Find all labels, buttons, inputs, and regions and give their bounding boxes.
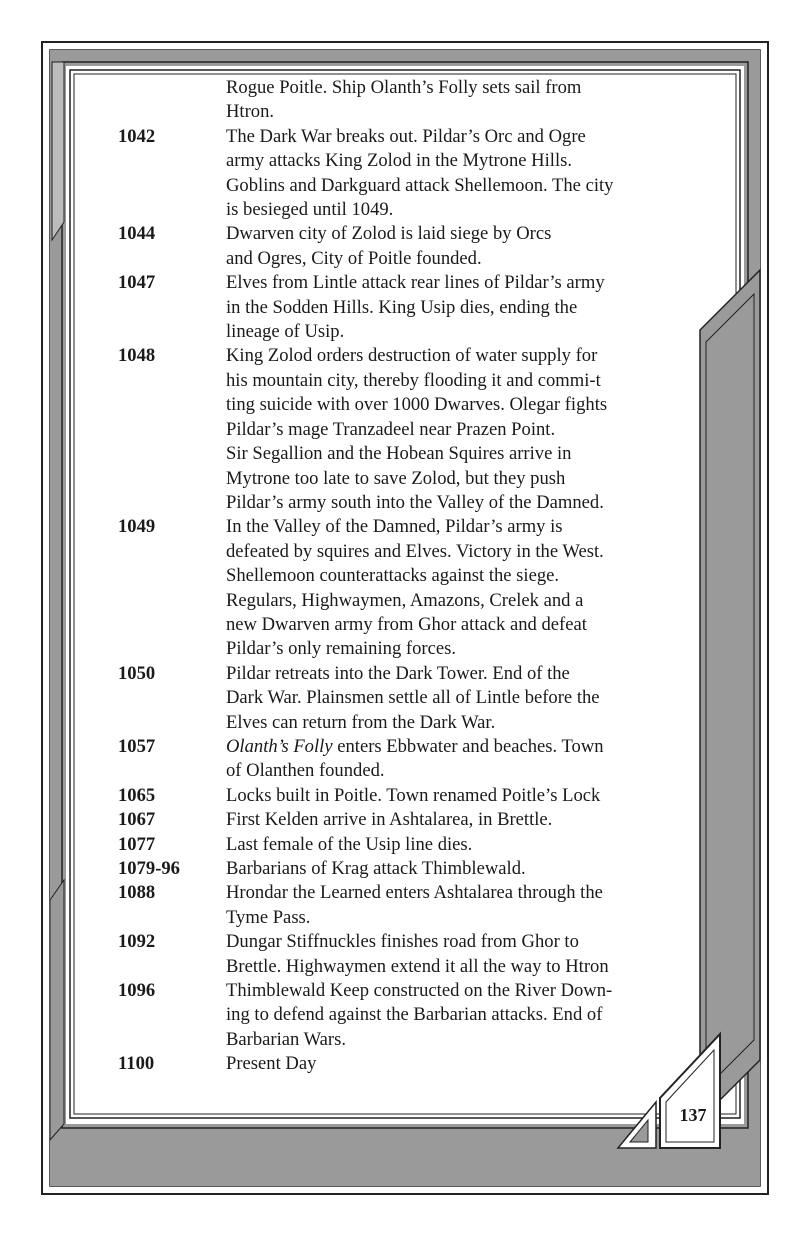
text-line: ting suicide with over 1000 Dwarves. Olegar fights (226, 394, 608, 416)
text-line: Rogue Poitle. Ship Olanth’s Folly sets sail from (226, 77, 582, 98)
entry-1096 (118, 979, 648, 1052)
text-line: Locks built in Poitle. Town renamed Poitle’s Lock (226, 784, 601, 806)
text-line: Dark War. Plainsmen settle all of Lintle before the (226, 687, 600, 709)
text-line: Pildar’s only remaining forces. (226, 638, 456, 660)
entry-1042 (118, 125, 648, 223)
text-line: Dungar Stiffnuckles finishes road from Ghor to (226, 931, 579, 953)
entry-1100 (118, 1052, 648, 1076)
entry-text (226, 784, 646, 808)
text-line: lineage of Usip. (226, 321, 345, 343)
entry-text (226, 979, 646, 1052)
entry-1067 (118, 808, 648, 832)
entry-1049 (118, 515, 648, 661)
text-line: ing to defend against the Barbarian attacks. End of (226, 1004, 603, 1026)
text-line: Brettle. Highwaymen extend it all the way to Htron (226, 955, 609, 977)
entry-year: 1092 (118, 931, 156, 953)
text-line: Goblins and Darkguard attack Shellemoon. The city (226, 174, 614, 196)
entry-text (226, 833, 646, 857)
entry-year: 1067 (118, 809, 156, 831)
entry-text (226, 881, 646, 930)
entry-1065 (118, 784, 648, 808)
entry-year: 1042 (118, 125, 156, 147)
text-line: in the Sodden Hills. King Usip dies, ending the (226, 296, 578, 318)
entry-year: 1050 (118, 662, 156, 684)
text-line: First Kelden arrive in Ashtalarea, in Brettle. (226, 809, 553, 831)
entry-text (226, 735, 646, 784)
entry-text (226, 808, 646, 832)
entry-year: 1044 (118, 223, 156, 245)
entry-text (226, 1052, 646, 1076)
text-line: Barbarian Wars. (226, 1028, 347, 1050)
text-line: Sir Segallion and the Hobean Squires arrive in (226, 443, 572, 465)
entry-text (226, 662, 646, 735)
text-line: his mountain city, thereby flooding it and commi-t (226, 369, 601, 391)
text-line: Elves can return from the Dark War. (226, 711, 496, 733)
text-line: Mytrone too late to save Zolod, but they push (226, 467, 566, 489)
text-line: Pildar retreats into the Dark Tower. End of the (226, 662, 570, 684)
entry-year: 1077 (118, 833, 156, 855)
text-line: Regulars, Highwaymen, Amazons, Crelek and a (226, 589, 584, 611)
text-line: and Ogres, City of Poitle founded. (226, 247, 482, 269)
entry-year: 1100 (118, 1053, 155, 1075)
entry-1092 (118, 930, 648, 979)
text-line: In the Valley of the Damned, Pildar’s army is (226, 516, 563, 538)
text-line: King Zolod orders destruction of water supply for (226, 345, 598, 367)
text-line: Thimblewald Keep constructed on the River Down- (226, 980, 613, 1002)
entry-text (226, 125, 646, 223)
entry-text (226, 344, 646, 515)
text-line: army attacks King Zolod in the Mytrone Hills. (226, 150, 572, 172)
entry-text (226, 76, 646, 125)
text-line: Present Day (226, 1053, 317, 1075)
entry-1079-96 (118, 857, 648, 881)
entry-year: 1079-96 (118, 858, 180, 879)
entry-text (226, 222, 646, 271)
entry-intro (118, 76, 648, 125)
text-line: Dwarven city of Zolod is laid siege by Orcs (226, 223, 552, 245)
entry-1048 (118, 344, 648, 515)
entry-1057 (118, 735, 648, 784)
text-line: Htron. (226, 101, 275, 123)
text-line: of Olanthen founded. (226, 760, 385, 782)
entry-1088 (118, 881, 648, 930)
text-line: Pildar’s mage Tranzadeel near Prazen Point. (226, 418, 556, 440)
entry-text (226, 930, 646, 979)
text-line: Barbarians of Krag attack Thimblewald. (226, 858, 526, 879)
text-fragment: enters Ebbwater and beaches. Town (332, 735, 604, 757)
text-line: Hrondar the Learned enters Ashtalarea through the (226, 882, 603, 904)
page-number: 137 (679, 1105, 707, 1125)
entry-year: 1065 (118, 784, 156, 806)
entry-year: 1049 (118, 516, 156, 538)
text-line: Pildar’s army south into the Valley of the Damned. (226, 491, 604, 513)
text-line: Elves from Lintle attack rear lines of Pildar’s army (226, 272, 605, 294)
entry-year: 1048 (118, 345, 156, 367)
text-line: Shellemoon counterattacks against the siege. (226, 565, 560, 587)
entry-1047 (118, 271, 648, 344)
text-line: defeated by squires and Elves. Victory in the West. (226, 540, 604, 562)
text-line: Tyme Pass. (226, 906, 311, 928)
entry-1044 (118, 222, 648, 271)
entry-year: 1096 (118, 980, 156, 1002)
entry-year: 1088 (118, 882, 156, 904)
entry-text (226, 271, 646, 344)
chronology (118, 76, 648, 1077)
ship-name: Olanth’s Folly (226, 735, 333, 757)
text-line: Last female of the Usip line dies. (226, 833, 473, 855)
entry-year: 1057 (118, 735, 156, 757)
text-line: is besieged until 1049. (226, 199, 394, 221)
entry-1050 (118, 662, 648, 735)
text-line: new Dwarven army from Ghor attack and defeat (226, 613, 587, 635)
entry-year: 1047 (118, 272, 156, 294)
text-line: The Dark War breaks out. Pildar’s Orc and Ogre (226, 125, 586, 147)
entry-1077 (118, 833, 648, 857)
text-line (226, 735, 646, 759)
entry-text (226, 515, 646, 661)
entry-text (226, 857, 646, 881)
